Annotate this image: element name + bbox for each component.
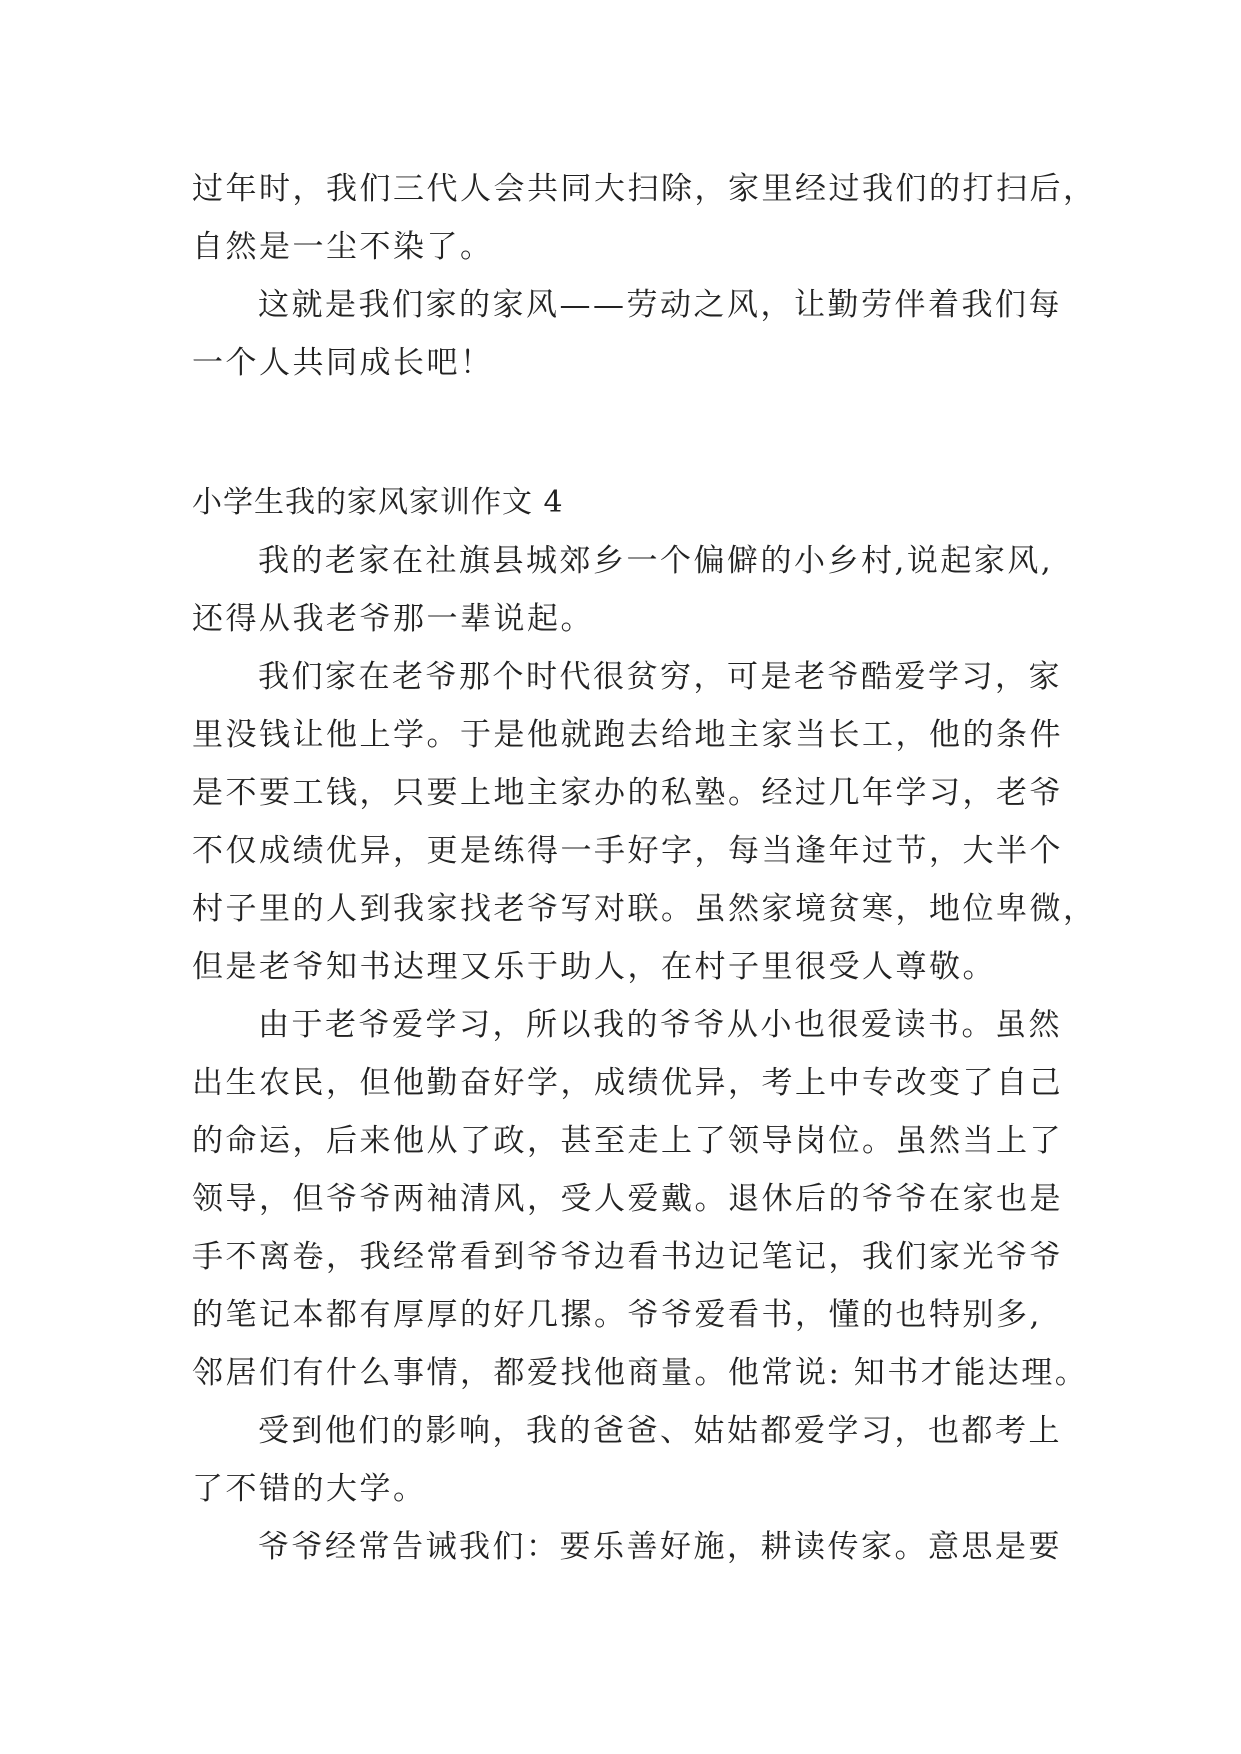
text-line: 的笔记本都有厚厚的好几摞。爷爷爱看书，懂的也特别多,	[192, 1297, 1042, 1333]
text-line: 手不离卷，我经常看到爷爷边看书边记笔记，我们家光爷爷	[192, 1239, 1063, 1275]
paragraph	[192, 648, 1097, 996]
section-spacer	[192, 392, 1052, 474]
text-line: 不仅成绩优异，更是练得一手好字，每当逢年过节，大半个	[192, 833, 1063, 869]
text-line: 我的老家在社旗县城郊乡一个偏僻的小乡村,说起家风,	[258, 543, 1054, 579]
text-line: 的命运，后来他从了政，甚至走上了领导岗位。虽然当上了	[192, 1123, 1063, 1159]
text-line: 出生农民，但他勤奋好学，成绩优异，考上中专改变了自己	[192, 1065, 1063, 1101]
paragraph	[192, 532, 1052, 648]
text-line: 了不错的大学。	[192, 1471, 427, 1507]
text-line: 但是老爷知书达理又乐于助人，在村子里很受人尊敬。	[192, 949, 996, 985]
text-line: 我们家在老爷那个时代很贫穷，可是老爷酷爱学习，家	[258, 659, 1062, 695]
text-line: 领导，但爷爷两袖清风，受人爱戴。退休后的爷爷在家也是	[192, 1181, 1063, 1217]
text-line: 村子里的人到我家找老爷写对联。虽然家境贫寒，地位卑微，	[192, 891, 1097, 927]
paragraph	[192, 160, 1097, 276]
text-line: 自然是一尘不染了。	[192, 229, 494, 265]
paragraph	[192, 996, 1089, 1402]
section-title: 小学生我的家风家训作文 4	[192, 485, 564, 520]
text-line: 里没钱让他上学。于是他就跑去给地主家当长工，他的条件	[192, 717, 1063, 753]
text-line: 一个人共同成长吧！	[192, 345, 494, 381]
paragraph	[192, 276, 1062, 392]
text-line: 过年时，我们三代人会共同大扫除，家里经过我们的打扫后，	[192, 171, 1097, 207]
text-line: 由于老爷爱学习，所以我的爷爷从小也很爱读书。虽然	[258, 1007, 1062, 1043]
paragraph	[192, 1518, 1062, 1576]
text-line: 邻居们有什么事情，都爱找他商量。他常说: 知书才能达理。	[192, 1355, 1089, 1391]
document-page	[192, 160, 1097, 1576]
text-line: 这就是我们家的家风——劳动之风，让勤劳伴着我们每	[258, 287, 1062, 323]
text-line: 还得从我老爷那一辈说起。	[192, 601, 594, 637]
paragraph	[192, 1402, 1062, 1518]
text-line: 受到他们的影响，我的爸爸、姑姑都爱学习，也都考上	[258, 1413, 1062, 1449]
text-line: 爷爷经常告诫我们：要乐善好施，耕读传家。意思是要	[258, 1529, 1062, 1565]
text-line: 是不要工钱，只要上地主家办的私塾。经过几年学习，老爷	[192, 775, 1063, 811]
